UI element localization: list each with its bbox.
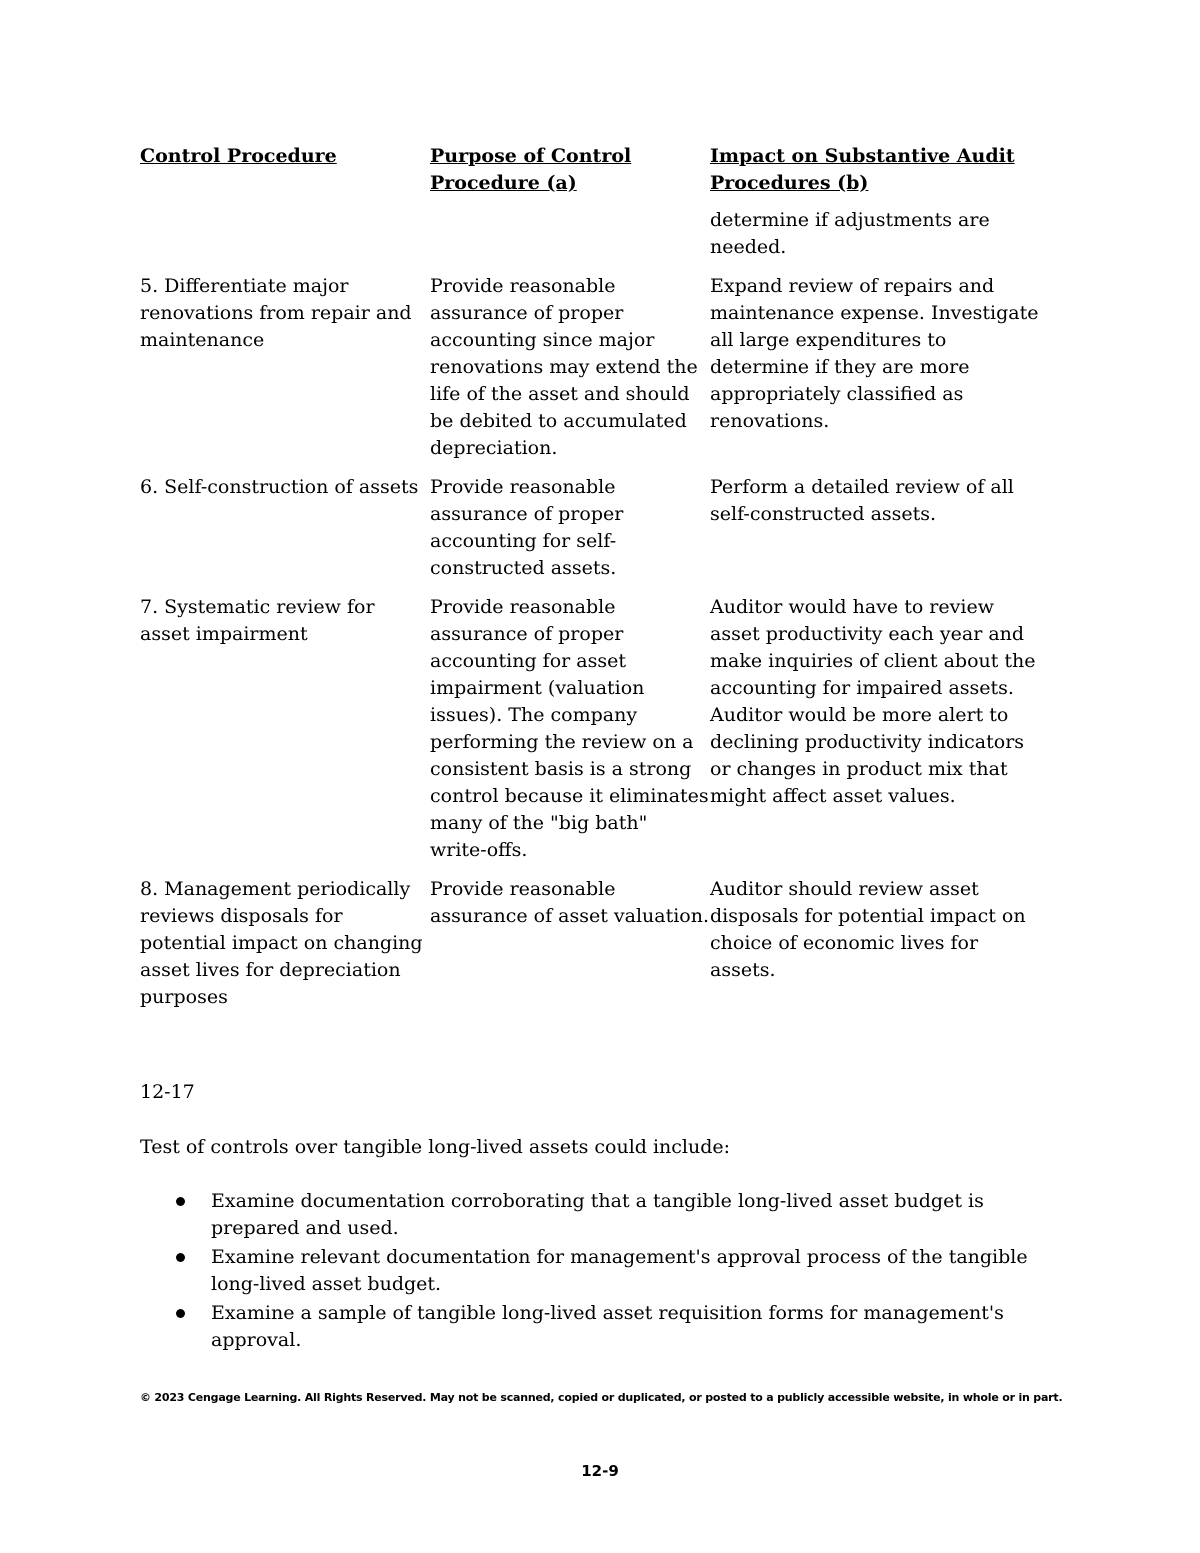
impact-cell: Expand review of repairs and maintenance expense. Investigate all large expenditures to determine if they are more appropriately classified as renovations.	[710, 275, 1039, 432]
procedure-cell: 5. Differentiate major renovations from repair and maintenance	[140, 275, 412, 351]
list-item-text: Examine documentation corroborating that a tangible long-lived asset budget is prepared and used.	[211, 1190, 984, 1239]
bullet-icon	[176, 1309, 185, 1318]
bullet-icon	[176, 1253, 185, 1262]
list-item	[140, 1188, 1060, 1242]
impact-cell: Perform a detailed review of all self-constructed assets.	[710, 476, 1014, 525]
page-number: 12-9	[581, 1462, 619, 1480]
table-row-continuation	[140, 207, 1040, 261]
purpose-cell: Provide reasonable assurance of proper accounting for asset impairment (valuation issues). The company performing the review on a consistent basis is a strong control because it eliminates many of the "big bath" write-offs.	[430, 596, 709, 861]
header-impact: Impact on Substantive Audit Procedures (b)	[710, 145, 1015, 194]
procedure-cell: 8. Management periodically reviews disposals for potential impact on changing asset lives for depreciation purposes	[140, 878, 423, 1008]
header-purpose: Purpose of Control Procedure (a)	[430, 145, 632, 194]
table-row	[140, 582, 1040, 864]
procedure-cell: 6. Self-construction of assets	[140, 476, 419, 498]
list-item-text: Examine a sample of tangible long-lived asset requisition forms for management's approval.	[211, 1302, 1004, 1351]
impact-cell: Auditor would have to review asset productivity each year and make inquiries of client about the accounting for impaired assets. Auditor would be more alert to declining productivity indicators or changes in product mix that might affect asset values.	[710, 596, 1036, 807]
section-number: 12-17	[140, 1081, 195, 1103]
copyright-notice: © 2023 Cengage Learning. All Rights Reserved. May not be scanned, copied or duplicated, or posted to a publicly accessible website, in whole or in part.	[140, 1391, 1063, 1404]
table-header-row	[140, 143, 1040, 207]
table-row	[140, 261, 1040, 462]
purpose-cell: Provide reasonable assurance of proper accounting since major renovations may extend the life of the asset and should be debited to accumulated depreciation.	[430, 275, 698, 459]
list-item	[140, 1300, 1060, 1354]
table-row	[140, 462, 1040, 582]
control-procedures-table	[140, 143, 1040, 1011]
procedure-cell: 7. Systematic review for asset impairment	[140, 596, 375, 645]
test-of-controls-list	[140, 1188, 1060, 1356]
list-item-text: Examine relevant documentation for management's approval process of the tangible long-lived asset budget.	[211, 1246, 1028, 1295]
impact-cell: Auditor should review asset disposals for potential impact on choice of economic lives for assets.	[710, 878, 1026, 981]
section-intro: Test of controls over tangible long-lived assets could include:	[140, 1136, 731, 1158]
purpose-cell: Provide reasonable assurance of proper accounting for self-constructed assets.	[430, 476, 624, 579]
header-control-procedure: Control Procedure	[140, 145, 337, 167]
list-item	[140, 1244, 1060, 1298]
purpose-cell: Provide reasonable assurance of asset valuation.	[430, 878, 710, 927]
continuation-cell: determine if adjustments are needed.	[710, 209, 990, 258]
table-row	[140, 864, 1040, 1011]
bullet-icon	[176, 1197, 185, 1206]
